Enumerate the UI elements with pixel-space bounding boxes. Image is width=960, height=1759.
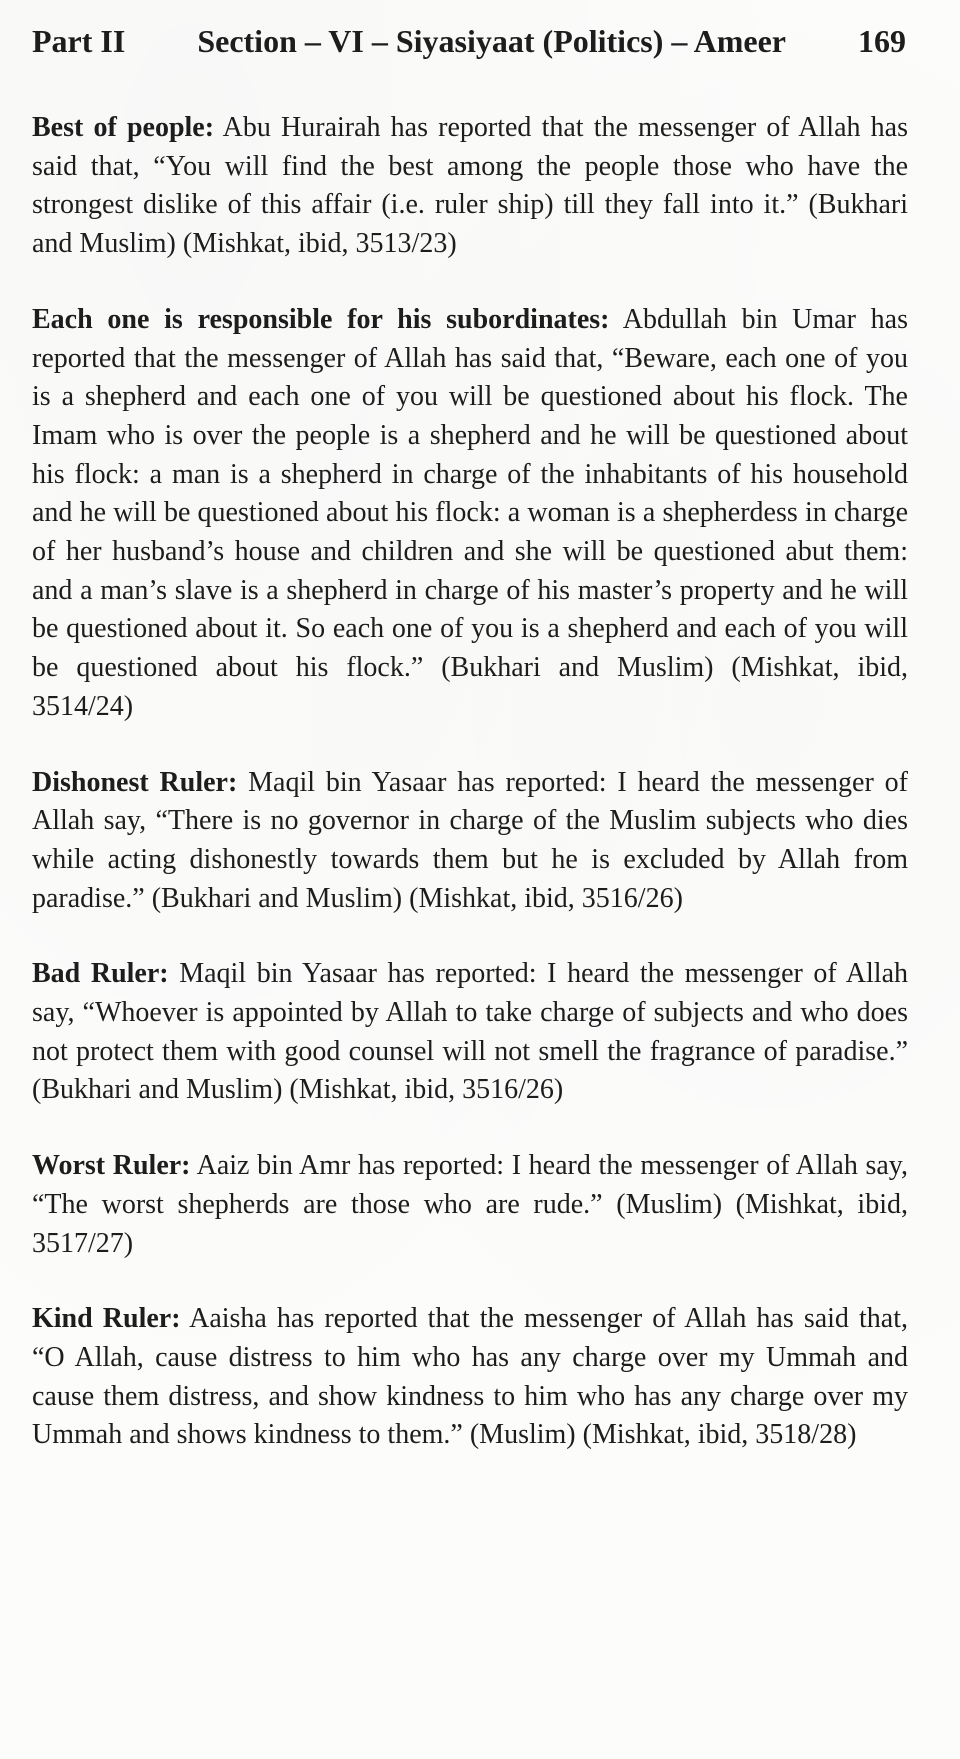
header-section-title: Section – VI – Siyasiyaat (Politics) – Ameer: [197, 23, 786, 59]
paragraph-text: Abdullah bin Umar has reported that the messenger of Allah has said that, “Beware, each one of you is a shepherd and each one of you will be questioned about his flock. The Imam who is over the people is a shepherd and he will be questioned about his flock: a man is a shepherd in charge of the inhabitants of his household and he will be questioned about his flock: a woman is a shepherdess in charge of her husband’s house and children and she will be questioned abut them: and a man’s slave is a shepherd in charge of his master’s property and he will be questioned about it. So each one of you is a shepherd and each of you will be questioned about his flock.” (Bukhari and Muslim) (Mishkat, ibid, 3514/24): [32, 303, 909, 722]
page-body-text: [0, 59, 960, 1455]
paragraph-text: Aaisha has reported that the messenger of Allah has said that, “O Allah, cause distress to him who has any charge over my Ummah and cause them distress, and show kindness to him who has any charge over my Ummah and shows kindness to them.” (Muslim) (Mishkat, ibid, 3518/28): [32, 1303, 908, 1451]
running-header: [0, 0, 960, 59]
paragraph-bad-ruler: [32, 955, 908, 1110]
paragraph-lead: Bad Ruler:: [32, 958, 169, 990]
paragraph-text: Aaiz bin Amr has reported: I heard the messenger of Allah say, “The worst shepherds are those who are rude.” (Muslim) (Mishkat, ibid, 3517/27): [32, 1150, 908, 1259]
paragraph-worst-ruler: [32, 1147, 908, 1263]
paragraph-text: Maqil bin Yasaar has reported: I heard the messenger of Allah say, “Whoever is appointed by Allah to take charge of subjects and who does not protect them with good counsel will not smell the fragrance of paradise.” (Bukhari and Muslim) (Mishkat, ibid, 3516/26): [32, 958, 909, 1106]
paragraph-responsible-for-subordinates: [32, 301, 908, 727]
paragraph-best-of-people: [32, 109, 908, 264]
header-page-number: 169: [858, 23, 906, 59]
paragraph-text: Abu Hurairah has reported that the messenger of Allah has said that, “You will find the best among the people those who have the strongest dislike of this affair (i.e. ruler ship) till they fall into it.” (Bukhari and Muslim) (Mishkat, ibid, 3513/23): [32, 112, 908, 260]
paragraph-lead: Dishonest Ruler:: [32, 766, 238, 798]
paragraph-lead: Each one is responsible for his subordinates:: [32, 303, 610, 335]
paragraph-kind-ruler: [32, 1300, 908, 1455]
paragraph-lead: Best of people:: [32, 112, 215, 143]
paragraph-dishonest-ruler: [32, 764, 908, 919]
paragraph-lead: Kind Ruler:: [32, 1303, 181, 1335]
paragraph-text: Maqil bin Yasaar has reported: I heard the messenger of Allah say, “There is no governor in charge of the Muslim subjects who dies while acting dishonestly towards them but he is excluded by Allah from paradise.” (Bukhari and Muslim) (Mishkat, ibid, 3516/26): [32, 766, 908, 914]
paragraph-lead: Worst Ruler:: [32, 1150, 191, 1182]
header-part-label: Part II: [32, 23, 126, 59]
